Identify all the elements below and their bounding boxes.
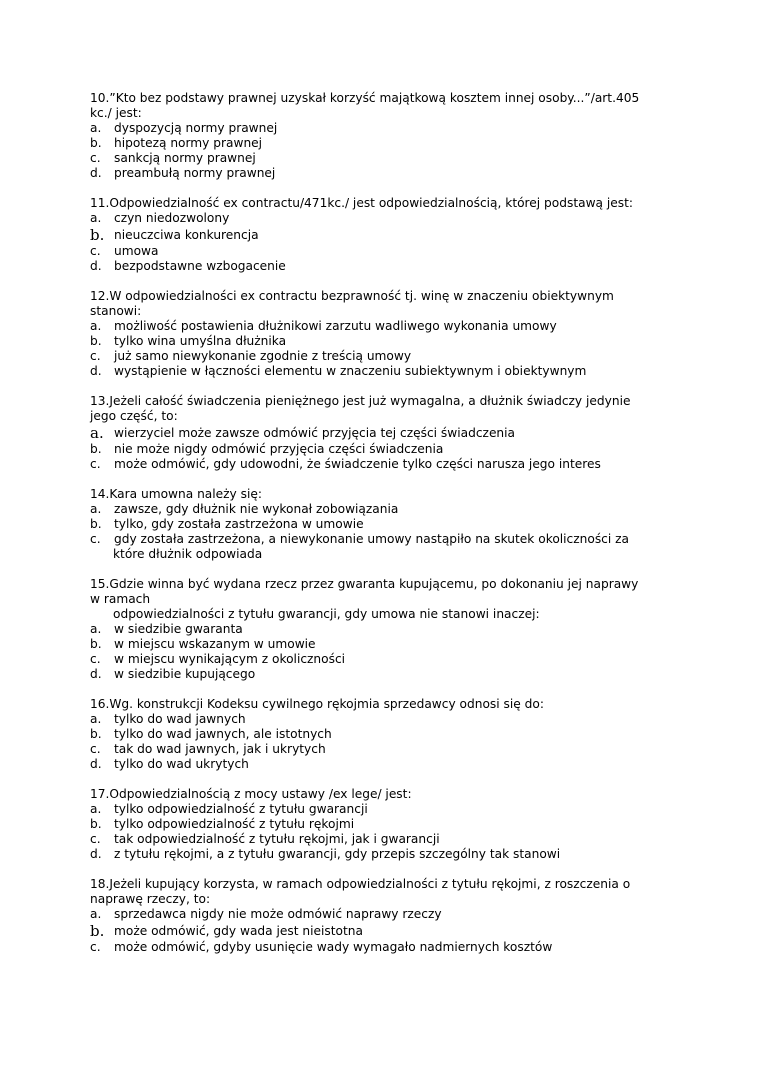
question-text: 15.Gdzie winna być wydana rzecz przez gwaranta kupującemu, po dokonaniu jej naprawy bbox=[90, 577, 639, 591]
answer-option-c bbox=[90, 742, 680, 757]
question-text: jego część, to: bbox=[90, 409, 178, 423]
option-letter: a. bbox=[90, 802, 102, 816]
question-13 bbox=[90, 394, 680, 472]
option-text: nie może nigdy odmówić przyjęcia części świadczenia bbox=[114, 442, 444, 456]
option-text: w miejscu wskazanym w umowie bbox=[114, 637, 316, 651]
option-letter: b. bbox=[90, 637, 102, 651]
option-letter: b. bbox=[90, 922, 105, 940]
option-text: już samo niewykonanie zgodnie z treścią umowy bbox=[114, 349, 412, 363]
answer-option-c bbox=[90, 532, 680, 547]
option-letter: a. bbox=[90, 424, 104, 442]
option-letter: a. bbox=[90, 502, 102, 516]
answer-option-d bbox=[90, 667, 680, 682]
question-text-indented: odpowiedzialności z tytułu gwarancji, gdy umowa nie stanowi inaczej: bbox=[113, 607, 540, 621]
question-10 bbox=[90, 91, 680, 181]
option-letter: d. bbox=[90, 667, 102, 681]
option-letter: c. bbox=[90, 832, 101, 846]
option-letter: a. bbox=[90, 211, 102, 225]
option-letter: d. bbox=[90, 166, 102, 180]
question-16 bbox=[90, 697, 680, 772]
answer-option-c bbox=[90, 457, 680, 472]
answer-option-a bbox=[90, 712, 680, 727]
option-text: sprzedawca nigdy nie może odmówić naprawy rzeczy bbox=[114, 907, 442, 921]
option-text: umowa bbox=[114, 244, 159, 258]
answer-option-c bbox=[90, 652, 680, 667]
answer-option-d bbox=[90, 847, 680, 862]
option-text: czyn niedozwolony bbox=[114, 211, 230, 225]
answer-option-b bbox=[90, 727, 680, 742]
answer-option-b bbox=[90, 517, 680, 532]
question-text: stanowi: bbox=[90, 304, 142, 318]
option-letter: b. bbox=[90, 517, 102, 531]
option-text: może odmówić, gdy udowodni, że świadczenie tylko części narusza jego interes bbox=[114, 457, 601, 471]
answer-option-a bbox=[90, 802, 680, 817]
option-letter: b. bbox=[90, 727, 102, 741]
option-text: może odmówić, gdy wada jest nieistotna bbox=[114, 924, 363, 938]
option-text: z tytułu rękojmi, a z tytułu gwarancji, gdy przepis szczególny tak stanowi bbox=[114, 847, 561, 861]
option-text: w siedzibie kupującego bbox=[114, 667, 256, 681]
answer-option-b bbox=[90, 226, 680, 244]
answer-option-a bbox=[90, 622, 680, 637]
option-letter: a. bbox=[90, 121, 102, 135]
answer-option-a bbox=[90, 502, 680, 517]
option-letter: c. bbox=[90, 151, 101, 165]
answer-option-a bbox=[90, 121, 680, 136]
option-text: tylko do wad jawnych bbox=[114, 712, 246, 726]
question-text: kc./ jest: bbox=[90, 106, 142, 120]
option-text: tylko, gdy została zastrzeżona w umowie bbox=[114, 517, 364, 531]
question-text: 13.Jeżeli całość świadczenia pieniężnego jest już wymagalna, a dłużnik świadczy jedynie bbox=[90, 394, 631, 408]
answer-option-a bbox=[90, 211, 680, 226]
question-text: 10.”Kto bez podstawy prawnej uzyskał korzyść majątkową kosztem innej osoby...”/art.405 bbox=[90, 91, 640, 105]
option-text: hipotezą normy prawnej bbox=[114, 136, 263, 150]
answer-option-b bbox=[90, 334, 680, 349]
answer-option-c bbox=[90, 940, 680, 955]
option-letter: c. bbox=[90, 532, 101, 546]
option-letter: a. bbox=[90, 319, 102, 333]
option-text: tak do wad jawnych, jak i ukrytych bbox=[114, 742, 326, 756]
answer-option-d bbox=[90, 757, 680, 772]
answer-option-d bbox=[90, 166, 680, 181]
option-continuation: które dłużnik odpowiada bbox=[113, 547, 263, 561]
question-text: 14.Kara umowna należy się: bbox=[90, 487, 262, 501]
option-letter: c. bbox=[90, 349, 101, 363]
option-letter: c. bbox=[90, 652, 101, 666]
option-letter: b. bbox=[90, 442, 102, 456]
option-text: tylko odpowiedzialność z tytułu gwarancji bbox=[114, 802, 368, 816]
option-letter: c. bbox=[90, 940, 101, 954]
option-letter: a. bbox=[90, 712, 102, 726]
answer-option-b bbox=[90, 637, 680, 652]
question-text: 12.W odpowiedzialności ex contractu bezprawność tj. winę w znaczeniu obiektywnym bbox=[90, 289, 614, 303]
question-text: 11.Odpowiedzialność ex contractu/471kc./ jest odpowiedzialnością, której podstawą jest: bbox=[90, 196, 634, 210]
option-text: tylko wina umyślna dłużnika bbox=[114, 334, 287, 348]
answer-option-b bbox=[90, 136, 680, 151]
option-text: sankcją normy prawnej bbox=[114, 151, 256, 165]
option-letter: c. bbox=[90, 742, 101, 756]
option-letter: a. bbox=[90, 622, 102, 636]
question-12 bbox=[90, 289, 680, 379]
option-letter: d. bbox=[90, 847, 102, 861]
answer-option-a bbox=[90, 319, 680, 334]
option-letter: c. bbox=[90, 457, 101, 471]
option-text: wystąpienie w łączności elementu w znaczeniu subiektywnym i obiektywnym bbox=[114, 364, 587, 378]
answer-option-c bbox=[90, 151, 680, 166]
option-letter: b. bbox=[90, 817, 102, 831]
answer-option-d bbox=[90, 259, 680, 274]
answer-option-c bbox=[90, 244, 680, 259]
answer-option-b bbox=[90, 922, 680, 940]
answer-option-b bbox=[90, 442, 680, 457]
question-text: 18.Jeżeli kupujący korzysta, w ramach odpowiedzialności z tytułu rękojmi, z roszczenia o bbox=[90, 877, 631, 891]
option-text: bezpodstawne wzbogacenie bbox=[114, 259, 286, 273]
option-letter: d. bbox=[90, 364, 102, 378]
question-17 bbox=[90, 787, 680, 862]
option-text: dyspozycją normy prawnej bbox=[114, 121, 278, 135]
option-text: tylko do wad jawnych, ale istotnych bbox=[114, 727, 332, 741]
option-letter: c. bbox=[90, 244, 101, 258]
answer-option-c bbox=[90, 349, 680, 364]
option-text: tak odpowiedzialność z tytułu rękojmi, jak i gwarancji bbox=[114, 832, 440, 846]
question-text: 17.Odpowiedzialnością z mocy ustawy /ex lege/ jest: bbox=[90, 787, 412, 801]
answer-option-d bbox=[90, 364, 680, 379]
answer-option-a bbox=[90, 907, 680, 922]
question-text: naprawę rzeczy, to: bbox=[90, 892, 211, 906]
option-text: nieuczciwa konkurencja bbox=[114, 228, 259, 242]
question-14 bbox=[90, 487, 680, 562]
answer-option-b bbox=[90, 817, 680, 832]
option-letter: d. bbox=[90, 259, 102, 273]
question-15 bbox=[90, 577, 680, 682]
option-text: gdy została zastrzeżona, a niewykonanie umowy nastąpiło na skutek okoliczności za bbox=[114, 532, 630, 546]
question-text: w ramach bbox=[90, 592, 151, 606]
option-letter: b. bbox=[90, 334, 102, 348]
document-page bbox=[90, 91, 680, 970]
option-text: tylko odpowiedzialność z tytułu rękojmi bbox=[114, 817, 355, 831]
option-text: zawsze, gdy dłużnik nie wykonał zobowiązania bbox=[114, 502, 399, 516]
option-letter: b. bbox=[90, 226, 105, 244]
answer-option-a bbox=[90, 424, 680, 442]
question-18 bbox=[90, 877, 680, 955]
option-text: możliwość postawienia dłużnikowi zarzutu wadliwego wykonania umowy bbox=[114, 319, 557, 333]
answer-option-c bbox=[90, 832, 680, 847]
option-letter: a. bbox=[90, 907, 102, 921]
option-text: w siedzibie gwaranta bbox=[114, 622, 243, 636]
question-11 bbox=[90, 196, 680, 274]
option-text: wierzyciel może zawsze odmówić przyjęcia tej części świadczenia bbox=[114, 426, 516, 440]
option-text: preambułą normy prawnej bbox=[114, 166, 276, 180]
option-text: tylko do wad ukrytych bbox=[114, 757, 249, 771]
option-text: może odmówić, gdyby usunięcie wady wymagało nadmiernych kosztów bbox=[114, 940, 553, 954]
option-text: w miejscu wynikającym z okoliczności bbox=[114, 652, 346, 666]
question-text: 16.Wg. konstrukcji Kodeksu cywilnego rękojmia sprzedawcy odnosi się do: bbox=[90, 697, 544, 711]
option-letter: b. bbox=[90, 136, 102, 150]
option-letter: d. bbox=[90, 757, 102, 771]
